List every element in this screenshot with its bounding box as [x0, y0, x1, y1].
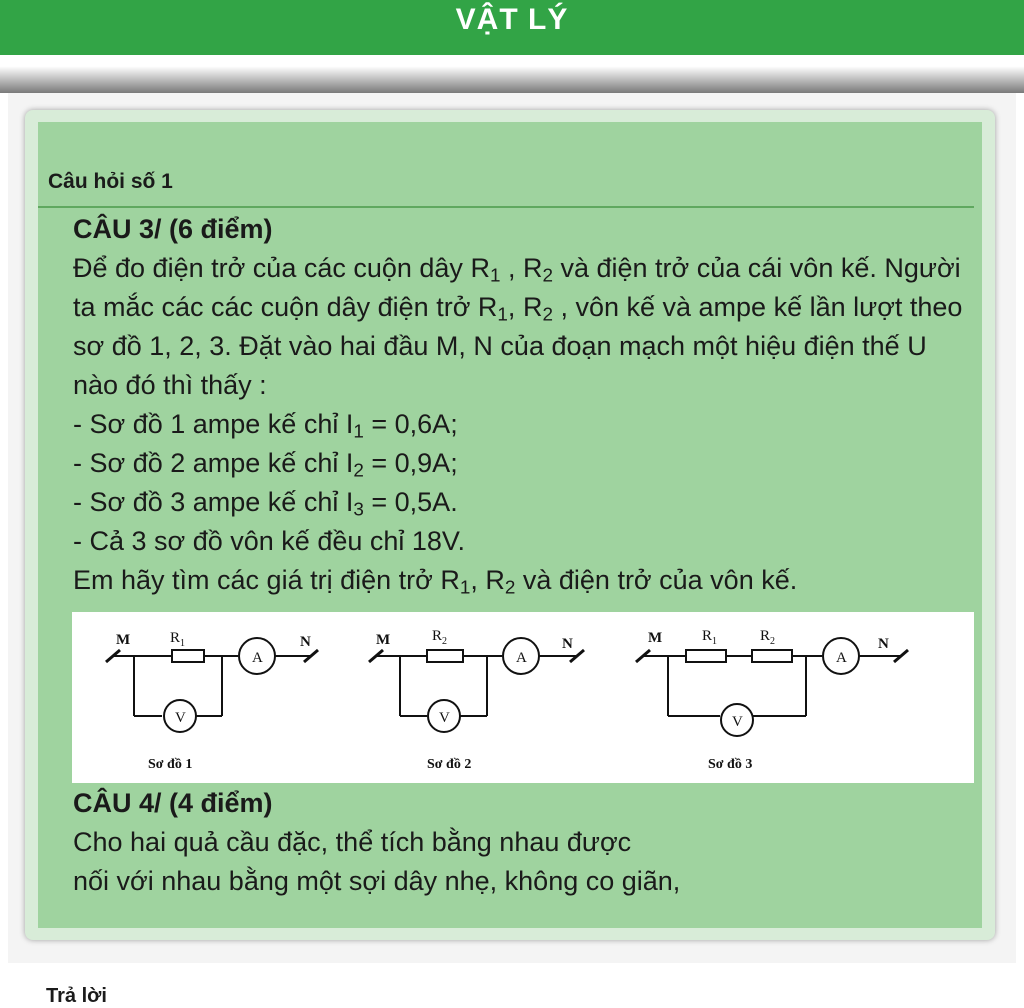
- text-clip-mask: [38, 912, 982, 928]
- question-number-label: Câu hỏi số 1: [48, 170, 173, 193]
- d3-ammeter-a: A: [836, 650, 847, 666]
- header-shadow: [0, 55, 1024, 93]
- d2-label-m: M: [376, 632, 391, 648]
- d1-label-r1: $R_1$: [170, 630, 186, 649]
- answer-label: Trả lời: [46, 985, 107, 1007]
- circuit-diagrams-svg: [72, 612, 974, 783]
- q4-line-2: nối với nhau bằng một sợi dây nhẹ, không co giãn,: [73, 866, 681, 896]
- question-content-2: [73, 784, 963, 901]
- subject-title: VẬT LÝ: [455, 2, 569, 36]
- q3-task: Em hãy tìm các giá trị điện trở $R_1$, $R_2$ và điện trở của vôn kế.: [73, 565, 798, 599]
- d3-caption: Sơ đồ 3: [708, 757, 753, 772]
- question-content: [73, 210, 963, 600]
- q4-line-1: Cho hai quả cầu đặc, thể tích bằng nhau được: [73, 827, 632, 857]
- d1-ammeter-a: A: [252, 650, 263, 666]
- circuit-diagrams: [72, 612, 974, 783]
- d2-voltmeter-v: V: [439, 710, 450, 726]
- d1-label-n: N: [300, 634, 311, 650]
- d2-ammeter-a: A: [516, 650, 527, 666]
- d2-label-r2: $R_2$: [432, 628, 448, 647]
- app-header: [0, 0, 1024, 55]
- circuit-diagram-2: [369, 638, 584, 732]
- d3-label-r2: $R_2$: [760, 628, 776, 647]
- d3-label-n: N: [878, 636, 889, 652]
- d1-label-m: M: [116, 632, 131, 648]
- q4-heading: CÂU 4/ (4 điểm): [73, 788, 273, 818]
- circuit-diagram-3: [636, 638, 908, 736]
- q3-intro: Để đo điện trở của các cuộn dây $R_1$ , $R_2$ và điện trở của cái vôn kế. Người ta mắc các các cuộn dây điện trở $R_1$, $R_2$ , vôn kế và ampe kế lần lượt theo sơ đồ 1, 2, 3. Đặt vào hai đầu M, N của đoạn mạch một hiệu điện thế U nào đó thì thấy :: [73, 253, 963, 400]
- circuit-diagram-1: [106, 638, 318, 732]
- d2-caption: Sơ đồ 2: [427, 757, 472, 772]
- d2-label-n: N: [562, 636, 573, 652]
- question-divider: [38, 206, 974, 208]
- q3-line-4: - Cả 3 sơ đồ vôn kế đều chỉ 18V.: [73, 526, 465, 556]
- q3-line-3: - Sơ đồ 3 ampe kế chỉ $I_3 = 0,5A$.: [73, 487, 458, 521]
- d1-caption: Sơ đồ 1: [148, 757, 193, 772]
- d3-label-m: M: [648, 630, 663, 646]
- d1-voltmeter-v: V: [175, 710, 186, 726]
- q3-heading: CÂU 3/ (6 điểm): [73, 214, 273, 244]
- q3-line-2: - Sơ đồ 2 ampe kế chỉ $I_2 = 0,9A$;: [73, 448, 458, 482]
- d3-label-r1: $R_1$: [702, 628, 718, 647]
- q3-line-1: - Sơ đồ 1 ampe kế chỉ $I_1 = 0,6A$;: [73, 409, 458, 443]
- d3-voltmeter-v: V: [732, 714, 743, 730]
